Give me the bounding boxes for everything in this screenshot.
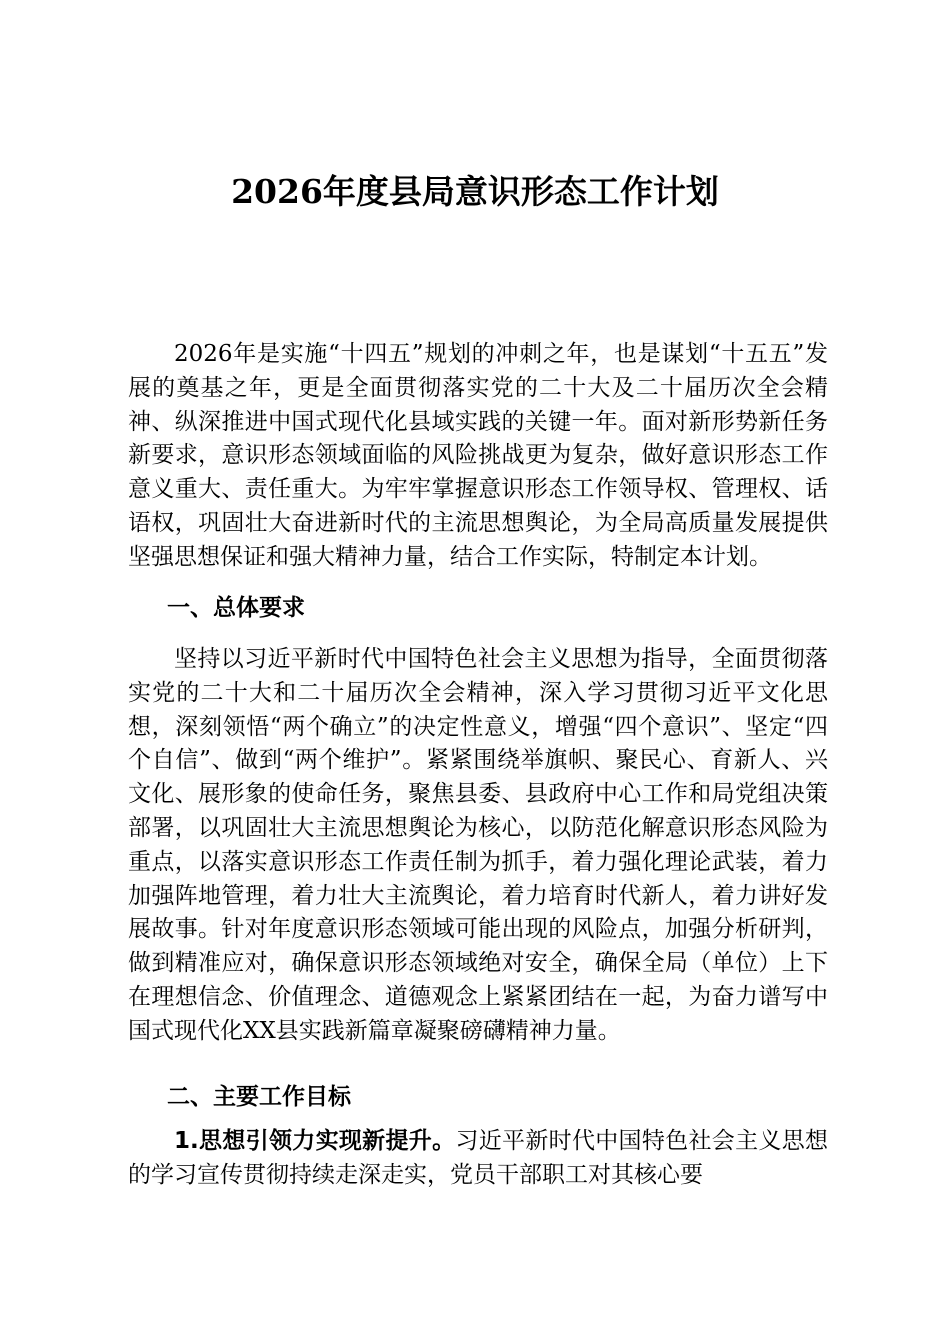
general-requirements-paragraph: 坚持以习近平新时代中国特色社会主义思想为指导，全面贯彻落实党的二十大和二十届历次全会精神，深入学习贯彻习近平文化思想，深刻领悟“两个确立”的决定性意义，增强“四个意识”、坚定“四个自信”、做到“两个维护”。紧紧围绕举旗帜、聚民心、育新人、兴文化、展形象的使命任务，聚焦县委、县政府中心工作和局党组决策部署，以巩固壮大主流思想舆论为核心，以防范化解意识形态风险为重点，以落实意识形态工作责任制为抓手，着力强化理论武装，着力加强阵地管理，着力壮大主流舆论，着力培育时代新人，着力讲好发展故事。针对年度意识形态领域可能出现的风险点，加强分析研判，做到精准应对，确保意识形态领域绝对安全，确保全局（单位）上下在理想信念、价值理念、道德观念上紧紧团结在一起，为奋力谱写中国式现代化XX县实践新篇章凝聚磅礴精神力量。: [128, 646, 828, 1044]
goal-item-1: [128, 1125, 828, 1193]
intro-paragraph: 2026年是实施“十四五”规划的冲刺之年，也是谋划“十五五”发展的奠基之年，更是全面贯彻落实党的二十大及二十届历次全会精神、纵深推进中国式现代化县域实践的关键一年。面对新形势新任务新要求，意识形态领域面临的风险挑战更为复杂，做好意识形态工作意义重大、责任重大。为牢牢掌握意识形态工作领导权、管理权、话语权，巩固壮大奋进新时代的主流思想舆论，为全局高质量发展提供坚强思想保证和强大精神力量，结合工作实际，特制定本计划。: [128, 341, 828, 570]
goal-item-1-lead: 1.思想引领力实现新提升。: [174, 1128, 456, 1154]
goal-item-1-text: 习近平新时代中国特色社会主义思想的学习宣传贯彻持续走深走实，党员干部职工对其核心要: [128, 1128, 829, 1188]
section-heading-general-requirements: 一、总体要求: [167, 595, 305, 621]
section-heading-main-goals: 二、主要工作目标: [167, 1084, 351, 1110]
document-title: 2026年度县局意识形态工作计划: [231, 172, 719, 211]
